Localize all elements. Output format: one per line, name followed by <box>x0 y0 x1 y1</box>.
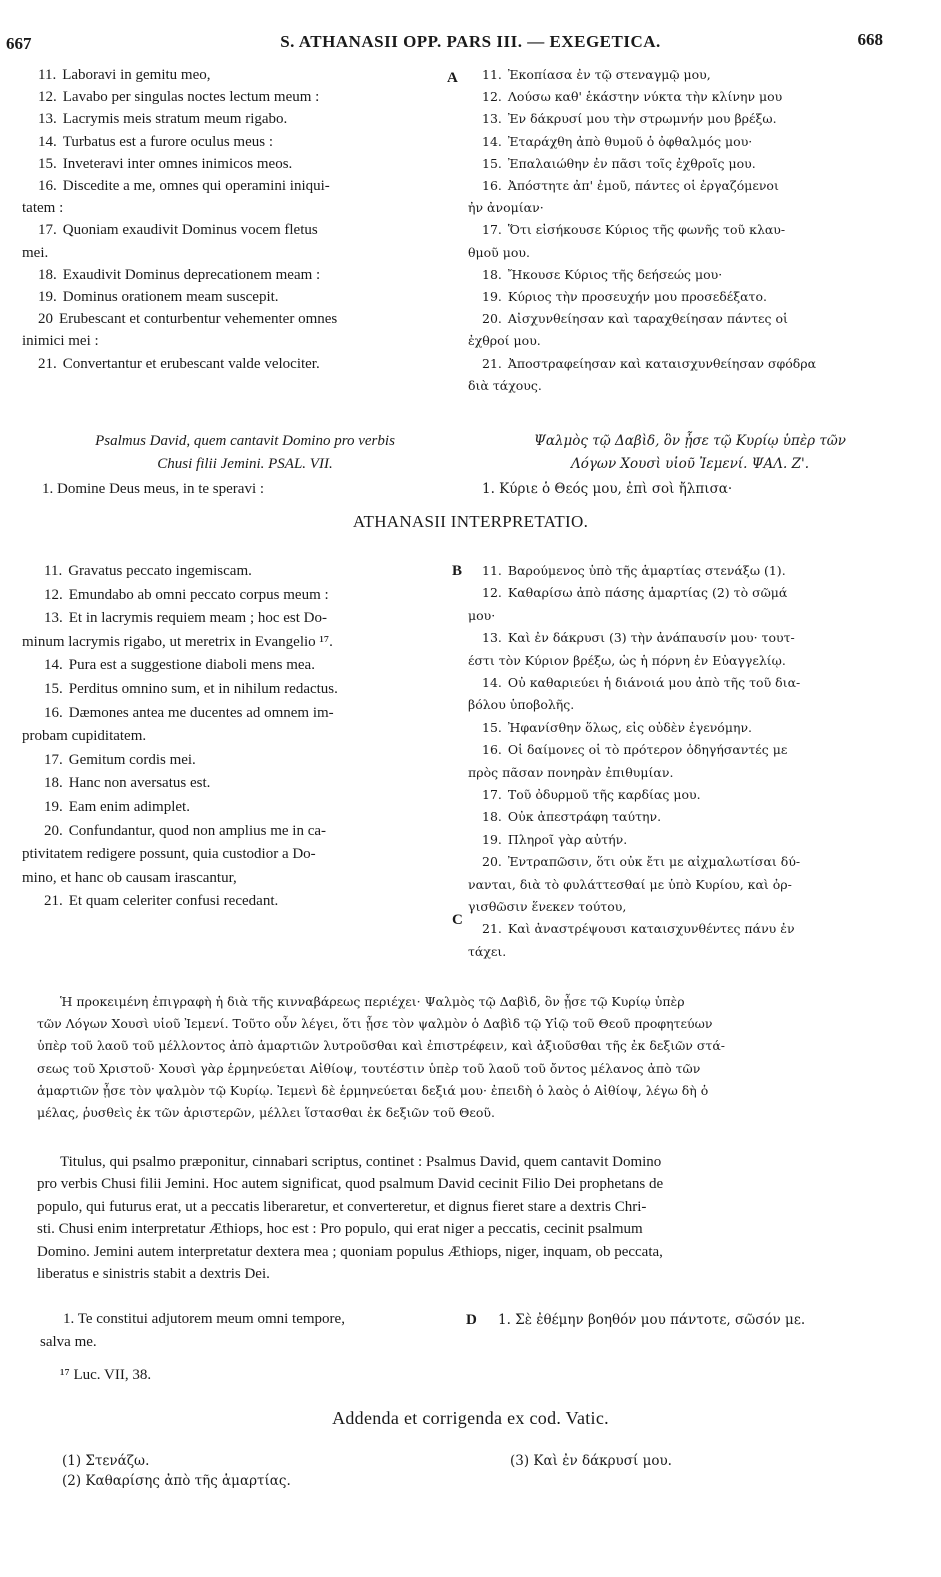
verse-text: mino, et hanc ob causam irascantur, <box>22 869 237 886</box>
verse-text: Οἱ δαίμονες οἱ τὸ πρότερον ὁδηγήσαντές με <box>507 742 788 758</box>
verse-text: ἠν ἀνομίαν· <box>468 200 544 216</box>
verse-line <box>22 288 452 306</box>
footnote: ¹⁷ Luc. VII, 38. <box>60 1367 152 1383</box>
verse-number: 19. <box>38 289 57 305</box>
verse-text: Gemitum cordis mei. <box>68 751 196 768</box>
commentary-line: sti. Chusi enim interpretatur Æthiops, hoc est : Pro populo, qui erat niger a peccatis, cecinit psalmum <box>37 1221 643 1238</box>
verse-line <box>468 66 918 84</box>
verse-number: 13. <box>44 610 63 627</box>
verse-number: 21. <box>482 921 502 937</box>
verse-text: Ἐταράχθη ἀπὸ θυμοῦ ὁ ὀφθαλμός μου· <box>507 133 753 149</box>
addenda-note-3: (3) Καὶ ἐν δάκρυσί μου. <box>510 1453 672 1469</box>
latin-psalm-verse-1: 1. Domine Deus meus, in te speravi : <box>42 481 265 497</box>
verse-number: 20. <box>482 311 502 327</box>
verse-text: Ἐντραπῶσιν, ὅτι οὐκ ἔτι με αἰχμαλωτίσαι δύ- <box>507 854 801 870</box>
verse-text: μου· <box>468 607 496 623</box>
verse-line <box>468 244 918 262</box>
verse-text: Ἐπαλαιώθην ἐν πᾶσι τοῖς ἐχθροῖς μου. <box>507 155 756 171</box>
verse-text: Gravatus peccato ingemiscam. <box>68 563 252 579</box>
verse-number: 19. <box>482 289 502 304</box>
verse-number: 21. <box>38 355 57 372</box>
verse-line <box>22 562 452 580</box>
verse-text: Hanc non aversatus est. <box>68 775 211 792</box>
verse-line <box>22 751 452 769</box>
verse-text: Pura est a suggestione diaboli mens mea. <box>68 657 315 674</box>
greek-psalm-title-1: Ψαλμὸς τῷ Δαβὶδ, ὃν ᾖσε τῷ Κυρίῳ ὑπὲρ τῶν <box>534 433 846 449</box>
greek-psalm-verse-1: 1. Κύριε ὁ Θεός μου, ἐπὶ σοὶ ἤλπισα· <box>482 481 733 497</box>
verse-number: 18. <box>482 809 502 825</box>
verse-line <box>22 822 452 840</box>
verse-line <box>468 355 918 373</box>
verse-number: 16. <box>482 178 502 193</box>
verse-line <box>22 199 452 217</box>
verse-text: mei. <box>22 244 49 261</box>
verse-line <box>468 332 918 350</box>
verse-text: minum lacrymis rigabo, ut meretrix in Evangelio ¹⁷. <box>22 633 333 650</box>
verse-number: 13. <box>38 111 57 128</box>
verse-number: 15. <box>38 155 57 172</box>
commentary-line: Titulus, qui psalmo præponitur, cinnabari scriptus, continet : Psalmus David, quem cantavit Domino <box>60 1154 662 1170</box>
verse-number: 15. <box>482 719 502 735</box>
commentary-line: μέλας, ῥυσθεὶς ἐκ τῶν ἀριστερῶν, μέλλει ἵστασθαι ἐκ δεξιῶν τοῦ Θεοῦ. <box>37 1105 495 1120</box>
commentary-line: pro verbis Chusi filii Jemini. Hoc autem significat, quod psalmum David cecinit Filio Dei prophetans de <box>37 1176 664 1193</box>
verse-line <box>22 332 452 350</box>
verse-line <box>468 943 918 961</box>
verse-line <box>468 155 918 173</box>
verse-text: Ἤκουσε Κύριος τῆς δεήσεώς μου· <box>507 266 723 282</box>
verse-text: τάχει. <box>468 943 507 959</box>
verse-text: Erubescant et conturbentur vehementer omnes <box>59 311 338 328</box>
latin-psalm-title-1: Psalmus David, quem cantavit Domino pro verbis <box>95 433 395 449</box>
verse-line <box>468 584 918 602</box>
verse-text: tatem : <box>22 200 64 217</box>
verse-number: 21. <box>44 893 63 910</box>
verse-text: Dominus orationem meam suscepit. <box>62 289 279 305</box>
verse-line <box>468 110 918 128</box>
latin-verse-one-line-2: salva me. <box>40 1334 97 1350</box>
verse-text: Οὐκ ἀπεστράφη ταύτην. <box>507 809 662 825</box>
verse-number: 17. <box>482 222 502 238</box>
verse-line <box>22 88 452 106</box>
verse-number: 13. <box>482 630 502 646</box>
margin-mark-b: B <box>452 563 463 579</box>
verse-text: probam cupiditatem. <box>22 728 147 745</box>
verse-line <box>22 586 452 604</box>
verse-line <box>468 764 918 782</box>
commentary-line: σεως τοῦ Χριστοῦ· Χουσὶ γὰρ ἑρμηνεύεται Αἰθίοψ, τουτέστιν ὑπὲρ τοῦ λαοῦ τοῦ ὄντος μέλανος ἀπὸ τῶν <box>37 1060 701 1076</box>
verse-text: έστι τὸν Κύριον βρέξω, ὡς ἡ πόρνη ἐν Εὐαγγελίῳ. <box>468 652 786 668</box>
verse-text: Καθαρίσω ἀπὸ πάσης ἁμαρτίας (2) τὸ σῶμά <box>507 585 788 601</box>
verse-line <box>468 808 918 826</box>
verse-text: Ἐκοπίασα ἐν τῷ στεναγμῷ μου, <box>507 67 711 82</box>
verse-line <box>468 562 918 580</box>
verse-line <box>22 177 452 195</box>
verse-text: Λούσω καθ' ἑκάστην νύκτα τὴν κλίνην μου <box>507 89 783 105</box>
verse-number: 12. <box>44 586 63 603</box>
verse-line <box>468 741 918 759</box>
verse-line <box>22 656 452 674</box>
verse-number: 14. <box>38 133 57 150</box>
verse-text: νανται, διὰ τὸ φυλάττεσθαί με ὑπὸ Κυρίου, καὶ ὀρ- <box>468 876 792 892</box>
verse-text: Turbatus est a furore oculus meus : <box>62 133 273 150</box>
verse-line <box>22 633 452 651</box>
verse-line <box>468 266 918 284</box>
right-page-number: 668 <box>857 30 883 49</box>
verse-text: ptivitatem redigere possunt, quia custodior a Do- <box>22 846 316 863</box>
verse-text: Exaudivit Dominus deprecationem meam : <box>62 266 321 283</box>
verse-line <box>468 920 918 938</box>
verse-text: Et quam celeriter confusi recedant. <box>68 893 279 910</box>
verse-number: 14. <box>482 133 502 149</box>
verse-number: 15. <box>44 681 63 697</box>
margin-mark-d: D <box>466 1312 477 1328</box>
verse-line <box>468 377 918 395</box>
verse-text: Lacrymis meis stratum meum rigabo. <box>62 111 288 128</box>
verse-line <box>22 798 452 816</box>
verse-text: Perditus omnino sum, et in nihilum redactus. <box>68 681 338 697</box>
commentary-line: τῶν Λόγων Χουσὶ υἱοῦ Ἰεμενί. Τοῦτο οὖν λέγει, ὅτι ᾖσε τὸν ψαλμὸν ὁ Δαβὶδ τῷ Υἱῷ τοῦ Θεοῦ προφητεύων <box>37 1016 713 1032</box>
verse-text: inimici mei : <box>22 333 99 350</box>
verse-text: Confundantur, quod non amplius me in ca- <box>68 822 327 839</box>
addenda-heading: Addenda et corrigenda ex cod. Vatic. <box>332 1408 609 1428</box>
verse-text: Οὐ καθαριεύει ἡ διάνοιά μου ἀπὸ τῆς τοῦ δια- <box>507 675 801 690</box>
verse-line <box>22 133 452 151</box>
verse-number: 16. <box>44 704 63 721</box>
verse-line <box>468 133 918 151</box>
verse-line <box>468 199 918 217</box>
verse-line <box>468 696 918 714</box>
verse-text: Ἐν δάκρυσί μου τὴν στρωμνήν μου βρέξω. <box>507 111 777 127</box>
verse-text: Laboravi in gemitu meo, <box>62 67 211 83</box>
verse-text: Quoniam exaudivit Dominus vocem fletus <box>62 222 318 239</box>
verse-text: Καὶ ἐν δάκρυσι (3) τὴν ἀνάπαυσίν μου· τουτ- <box>507 630 795 646</box>
verse-text: γισθῶσιν ἕνεκεν τούτου, <box>468 899 627 914</box>
verse-number: 12. <box>482 89 502 105</box>
verse-number: 16. <box>482 742 502 758</box>
verse-line <box>22 221 452 239</box>
verse-text: Αἰσχυνθείησαν καὶ ταραχθείησαν πάντες οἱ <box>507 311 788 327</box>
interpretatio-heading: ATHANASII INTERPRETATIO. <box>352 512 589 531</box>
verse-text: Discedite a me, omnes qui operamini iniqui- <box>62 178 330 194</box>
verse-line <box>468 629 918 647</box>
verse-text: Convertantur et erubescant valde velociter. <box>62 355 320 372</box>
verse-text: Βαρούμενος ὑπὸ τῆς ἁμαρτίας στενάξω (1). <box>507 563 786 578</box>
verse-text: Ὅτι εἰσήκουσε Κύριος τῆς φωνῆς τοῦ κλαυ- <box>507 222 786 238</box>
verse-line <box>22 609 452 627</box>
verse-line <box>22 310 452 328</box>
verse-number: 12. <box>38 89 57 106</box>
verse-line <box>468 221 918 239</box>
verse-text: Lavabo per singulas noctes lectum meum : <box>62 89 320 106</box>
verse-number: 11. <box>38 67 57 83</box>
greek-verse-one: 1. Σὲ ἐθέμην βοηθόν μου πάντοτε, σῶσόν με. <box>498 1312 806 1328</box>
verse-line <box>22 869 452 887</box>
verse-text: βόλου ὑποβολῆς. <box>468 697 575 713</box>
verse-number: 13. <box>482 111 502 127</box>
verse-number: 19. <box>482 831 502 847</box>
verse-number: 20 <box>38 311 53 328</box>
addenda-note-1: (1) Στενάζω. <box>62 1453 150 1469</box>
verse-number: 18. <box>44 775 63 792</box>
left-page-number: 667 <box>6 34 32 53</box>
verse-text: διὰ τάχους. <box>468 377 542 393</box>
verse-line <box>468 719 918 737</box>
verse-number: 18. <box>38 266 57 283</box>
commentary-line: Domino. Jemini autem interpretatur dextera mea ; quoniam populus Æthiops, niger, inquam, ob peccata, <box>37 1243 663 1260</box>
verse-line <box>468 674 918 692</box>
verse-line <box>22 66 452 84</box>
verse-text: Emundabo ab omni peccato corpus meum : <box>68 586 329 603</box>
verse-number: 21. <box>482 355 502 371</box>
verse-line <box>468 876 918 894</box>
verse-text: πρὸς πᾶσαν πονηρὰν ἐπιθυμίαν. <box>468 764 674 780</box>
latin-verse-one-line-1: 1. Te constitui adjutorem meum omni tempore, <box>63 1311 345 1327</box>
verse-number: 17. <box>44 751 63 768</box>
verse-number: 16. <box>38 178 57 194</box>
verse-text: ἐχθροί μου. <box>468 333 541 349</box>
verse-text: Καὶ ἀναστρέψουσι καταισχυνθέντες πάνυ ἐν <box>507 921 795 937</box>
verse-line <box>468 288 918 306</box>
verse-line <box>22 892 452 910</box>
verse-number: 20. <box>482 854 502 870</box>
verse-text: Et in lacrymis requiem meam ; hoc est Do- <box>68 610 328 627</box>
verse-number: 20. <box>44 822 63 839</box>
commentary-line: Ἡ προκειμένη ἐπιγραφὴ ἡ διὰ τῆς κινναβάρεως περιέχει· Ψαλμὸς τῷ Δαβὶδ, ὃν ᾖσε τῷ Κυρίῳ ὑπὲρ <box>60 994 685 1009</box>
verse-number: 17. <box>38 222 57 239</box>
verse-text: Ἀπόστητε ἀπ' ἐμοῦ, πάντες οἱ ἐργαζόμενοι <box>507 178 779 193</box>
commentary-line: ἁμαρτιῶν ᾖσε τὸν ψαλμὸν τῷ Κυρίῳ. Ἰεμενὶ δὲ ἑρμηνεύεται δεξιά μου· ἐπειδὴ ὁ λαὸς ὁ Αἰθίοψ, λέγω δὴ ὁ <box>37 1082 709 1098</box>
verse-line <box>22 845 452 863</box>
verse-line <box>468 88 918 106</box>
page-header <box>0 30 941 58</box>
commentary-line: liberatus e sinistris stabit a dextris Dei. <box>37 1266 270 1282</box>
verse-text: Κύριος τὴν προσευχήν μου προσεδέξατο. <box>507 289 767 304</box>
running-title: S. ATHANASII OPP. PARS III. — EXEGETICA. <box>280 32 661 51</box>
verse-text: Inveteravi inter omnes inimicos meos. <box>62 155 293 172</box>
verse-text: Ἀποστραφείησαν καὶ καταισχυνθείησαν σφόδρα <box>507 355 817 371</box>
verse-text: Dæmones antea me ducentes ad omnem im- <box>68 704 334 721</box>
margin-mark-a: A <box>447 70 458 86</box>
greek-psalm-title-2: Λόγων Χουσὶ υἱοῦ Ἰεμενί. ΨΑΛ. Ζ'. <box>570 456 809 472</box>
verse-line <box>468 177 918 195</box>
verse-line <box>468 898 918 916</box>
verse-number: 15. <box>482 155 502 171</box>
verse-text: Τοῦ ὀδυρμοῦ τῆς καρδίας μου. <box>507 787 701 802</box>
verse-number: 19. <box>44 799 63 815</box>
verse-line <box>468 310 918 328</box>
verse-line <box>468 607 918 625</box>
verse-line <box>22 680 452 698</box>
verse-number: 14. <box>44 657 63 674</box>
latin-psalm-title-2: Chusi filii Jemini. PSAL. VII. <box>157 456 333 472</box>
addenda-note-2: (2) Καθαρίσης ἀπὸ τῆς ἁμαρτίας. <box>62 1473 291 1489</box>
verse-number: 11. <box>44 563 63 579</box>
verse-line <box>22 727 452 745</box>
verse-number: 17. <box>482 787 502 802</box>
verse-line <box>22 110 452 128</box>
verse-text: Eam enim adimplet. <box>68 799 190 815</box>
verse-text: Ἠφανίσθην ὅλως, εἰς οὐδὲν ἐγενόμην. <box>507 719 753 735</box>
verse-text: Πληροῖ γὰρ αὐτήν. <box>507 831 628 847</box>
verse-line <box>468 652 918 670</box>
verse-line <box>468 853 918 871</box>
verse-number: 11. <box>482 563 502 578</box>
verse-line <box>22 266 452 284</box>
verse-number: 18. <box>482 266 502 282</box>
verse-line <box>22 774 452 792</box>
margin-mark-c: C <box>452 912 463 928</box>
verse-line <box>468 831 918 849</box>
verse-number: 11. <box>482 67 502 82</box>
verse-line <box>468 786 918 804</box>
verse-text: θμοῦ μου. <box>468 244 530 260</box>
commentary-line: populo, qui futurus erat, ut a peccatis liberaretur, et converteretur, et dignus fieret stare a dextris Chri- <box>37 1198 647 1215</box>
verse-number: 14. <box>482 675 502 690</box>
verse-line <box>22 244 452 262</box>
commentary-line: ὑπὲρ τοῦ λαοῦ τοῦ μέλλοντος ἀπὸ ἁμαρτιῶν λυτροῦσθαι καὶ ἐπιστρέφειν, καὶ ἀξιοῦσθαι τῆς ἐκ δεξιῶν στά- <box>37 1038 725 1054</box>
verse-line <box>22 355 452 373</box>
verse-line <box>22 704 452 722</box>
verse-line <box>22 155 452 173</box>
verse-number: 12. <box>482 585 502 601</box>
